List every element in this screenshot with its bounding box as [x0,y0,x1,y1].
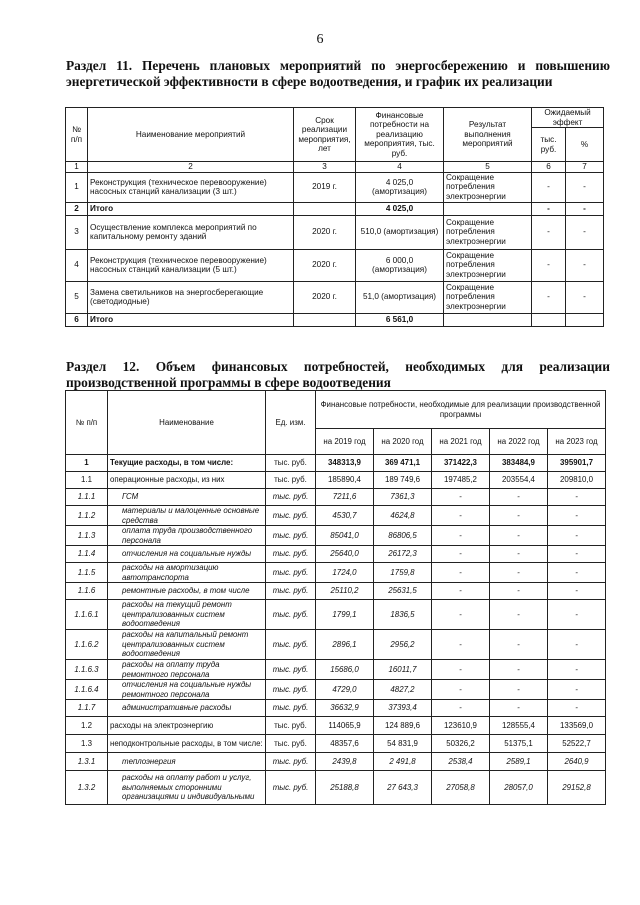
row-num: 1.1.1 [66,489,108,506]
row-effect-rub: - [532,215,566,249]
row-value: - [490,680,548,700]
row-num: 1.1.4 [66,546,108,563]
row-name: Замена светильников на энергосберегающие (светодиодные) [88,281,294,313]
row-result: Сокращение потребления электроэнергии [444,215,532,249]
row-value: - [490,660,548,680]
table-row [66,313,604,326]
row-num: 1.3 [66,735,108,753]
row-effect-pct: - [566,281,604,313]
section-11-table [65,107,604,327]
row-value: 4729,0 [316,680,374,700]
row-value: 124 889,6 [374,717,432,735]
table-row [66,630,606,660]
row-name: Итого [88,313,294,326]
row-value: 2 491,8 [374,753,432,771]
header-term: Срок реализации мероприятия, лет [294,108,356,162]
col-number: 1 [66,162,88,173]
section-11-title: Раздел 11. Перечень плановых мероприятий по энергосбережению и повышению энергетической эффективности в сфере водоотведения, и график их реализации [66,58,610,89]
row-value: 29152,8 [548,771,606,805]
row-value: - [548,526,606,546]
table-row [66,563,606,583]
row-value: - [490,526,548,546]
row-value: 2589,1 [490,753,548,771]
row-value: 37393,4 [374,700,432,717]
header-year: на 2023 год [548,429,606,455]
row-value: - [432,506,490,526]
row-value: 15686,0 [316,660,374,680]
row-value: 16011,7 [374,660,432,680]
page-number: 6 [316,32,324,47]
row-num: 1.1.2 [66,506,108,526]
row-effect-rub: - [532,281,566,313]
row-name: Реконструкция (техническое перевооружение) насосных станций канализации (3 шт.) [88,172,294,202]
table-row [66,172,604,202]
row-value: 133569,0 [548,717,606,735]
row-value: 114065,9 [316,717,374,735]
row-value: - [548,489,606,506]
row-value: 371422,3 [432,455,490,472]
column-numbers-row [66,162,604,173]
header-effect: Ожидаемый эффект [532,108,604,128]
row-value: 7211,6 [316,489,374,506]
row-value: 7361,3 [374,489,432,506]
row-value: 2956,2 [374,630,432,660]
row-value: - [548,630,606,660]
table-row [66,472,606,489]
row-value: 48357,6 [316,735,374,753]
col-number: 6 [532,162,566,173]
row-value: 383484,9 [490,455,548,472]
row-value: 86806,5 [374,526,432,546]
row-value: - [548,506,606,526]
row-value: - [432,489,490,506]
row-num: 6 [66,313,88,326]
row-value: 1836,5 [374,600,432,630]
table-row [66,660,606,680]
row-name: Реконструкция (техническое перевооружение) насосных станций канализации (5 шт.) [88,249,294,281]
row-effect-pct: - [566,215,604,249]
row-finance: 51,0 (амортизация) [356,281,444,313]
row-unit: тыс. руб. [266,660,316,680]
row-value: - [548,600,606,630]
row-unit: тыс. руб. [266,630,316,660]
row-name: ремонтные расходы, в том числе [108,583,266,600]
row-result: Сокращение потребления электроэнергии [444,249,532,281]
row-result: Сокращение потребления электроэнергии [444,281,532,313]
header-finance: Финансовые потребности, необходимые для реализации производственной программы [316,391,606,429]
row-unit: тыс. руб. [266,753,316,771]
header-year: на 2019 год [316,429,374,455]
table-row [66,600,606,630]
header-result: Результат выполнения мероприятий [444,108,532,162]
header-year: на 2022 год [490,429,548,455]
row-term [294,202,356,215]
row-value: 27 643,3 [374,771,432,805]
row-name: операционные расходы, из них [108,472,266,489]
row-value: 128555,4 [490,717,548,735]
row-value: 203554,4 [490,472,548,489]
row-value: 52522,7 [548,735,606,753]
row-unit: тыс. руб. [266,583,316,600]
row-value: 348313,9 [316,455,374,472]
row-value: - [490,546,548,563]
row-value: 1759,8 [374,563,432,583]
row-num: 1.1.6.1 [66,600,108,630]
row-value: 27058,8 [432,771,490,805]
row-num: 5 [66,281,88,313]
row-value: - [548,546,606,563]
row-result: Сокращение потребления электроэнергии [444,172,532,202]
table-row [66,717,606,735]
row-unit: тыс. руб. [266,526,316,546]
row-effect-pct: - [566,249,604,281]
table-row [66,546,606,563]
row-unit: тыс. руб. [266,472,316,489]
table-row [66,771,606,805]
header-num: № п/п [66,108,88,162]
table-row [66,526,606,546]
row-value: - [432,700,490,717]
row-num: 2 [66,202,88,215]
row-term: 2020 г. [294,281,356,313]
table-row [66,735,606,753]
row-num: 1.1.7 [66,700,108,717]
row-result [444,202,532,215]
row-num: 1.1.3 [66,526,108,546]
row-value: - [548,700,606,717]
row-unit: тыс. руб. [266,563,316,583]
row-unit: тыс. руб. [266,546,316,563]
row-unit: тыс. руб. [266,600,316,630]
row-value: - [548,583,606,600]
row-value: 1724,0 [316,563,374,583]
table-row [66,455,606,472]
row-unit: тыс. руб. [266,771,316,805]
row-effect-pct [566,313,604,326]
row-value: 1799,1 [316,600,374,630]
row-name: расходы на капитальный ремонт централизованных систем водоотведения [108,630,266,660]
row-name: расходы на амортизацию автотранспорта [108,563,266,583]
row-effect-rub: - [532,172,566,202]
row-value: 25110,2 [316,583,374,600]
header-num: № п/п [66,391,108,455]
table-row [66,700,606,717]
row-unit: тыс. руб. [266,735,316,753]
header-unit: Ед. изм. [266,391,316,455]
row-value: 209810,0 [548,472,606,489]
col-number: 2 [88,162,294,173]
row-unit: тыс. руб. [266,717,316,735]
row-value: 395901,7 [548,455,606,472]
row-value: 85041,0 [316,526,374,546]
row-num: 1.3.2 [66,771,108,805]
row-num: 1.1.5 [66,563,108,583]
header-year: на 2020 год [374,429,432,455]
row-term [294,313,356,326]
row-effect-rub [532,313,566,326]
row-value: 25640,0 [316,546,374,563]
row-term: 2020 г. [294,249,356,281]
row-value: 369 471,1 [374,455,432,472]
row-finance: 6 000,0 (амортизация) [356,249,444,281]
section-12-title: Раздел 12. Объем финансовых потребностей, необходимых для реализации производственной программы в сфере водоотведения [66,359,610,390]
row-value: 36632,9 [316,700,374,717]
row-name: расходы на оплату труда ремонтного персонала [108,660,266,680]
table-row [66,753,606,771]
row-name: материалы и малоценные основные средства [108,506,266,526]
row-num: 1.2 [66,717,108,735]
header-effect-pct: % [566,128,604,162]
row-value: 2896,1 [316,630,374,660]
row-name: расходы на электроэнергию [108,717,266,735]
row-name: теплоэнергия [108,753,266,771]
row-effect-rub: - [532,202,566,215]
row-name: оплата труда производственного персонала [108,526,266,546]
row-value: 2640,9 [548,753,606,771]
row-value: 26172,3 [374,546,432,563]
row-name: отчисления на социальные нужды [108,546,266,563]
col-number: 5 [444,162,532,173]
header-finance: Финансовые потребности на реализацию мероприятия, тыс. руб. [356,108,444,162]
row-value: 51375,1 [490,735,548,753]
col-number: 3 [294,162,356,173]
row-term: 2020 г. [294,215,356,249]
row-value: 28057,0 [490,771,548,805]
row-effect-pct: - [566,202,604,215]
row-num: 1 [66,455,108,472]
header-effect-rub: тыс. руб. [532,128,566,162]
row-value: - [490,700,548,717]
row-effect-rub: - [532,249,566,281]
table-row [66,215,604,249]
row-value: 4624,8 [374,506,432,526]
row-name: Итого [88,202,294,215]
row-unit: тыс. руб. [266,455,316,472]
col-number: 4 [356,162,444,173]
row-value: - [490,563,548,583]
row-value: 2439,8 [316,753,374,771]
row-finance: 4 025,0 (амортизация) [356,172,444,202]
row-value: - [490,489,548,506]
row-name: отчисления на социальные нужды ремонтного персонала [108,680,266,700]
row-value: - [548,680,606,700]
row-num: 3 [66,215,88,249]
row-value: 185890,4 [316,472,374,489]
row-result [444,313,532,326]
row-value: - [432,526,490,546]
row-unit: тыс. руб. [266,506,316,526]
table-row [66,583,606,600]
row-value: - [432,660,490,680]
row-value: - [432,563,490,583]
row-value: 4530,7 [316,506,374,526]
row-value: - [432,600,490,630]
row-value: 189 749,6 [374,472,432,489]
row-value: - [432,630,490,660]
row-unit: тыс. руб. [266,700,316,717]
row-effect-pct: - [566,172,604,202]
row-num: 1.1 [66,472,108,489]
row-value: 123610,9 [432,717,490,735]
row-name: Текущие расходы, в том числе: [108,455,266,472]
row-value: 25188,8 [316,771,374,805]
col-number: 7 [566,162,604,173]
row-value: 4827,2 [374,680,432,700]
row-num: 1.1.6.4 [66,680,108,700]
row-value: 50326,2 [432,735,490,753]
table-row [66,281,604,313]
row-value: - [432,680,490,700]
header-name: Наименование мероприятий [88,108,294,162]
table-row [66,249,604,281]
row-value: 54 831,9 [374,735,432,753]
row-value: - [490,506,548,526]
table-row [66,680,606,700]
row-value: - [490,583,548,600]
row-name: неподконтрольные расходы, в том числе: [108,735,266,753]
row-value: 2538,4 [432,753,490,771]
table-row [66,506,606,526]
row-value: - [548,563,606,583]
row-num: 1 [66,172,88,202]
row-unit: тыс. руб. [266,680,316,700]
row-num: 1.1.6.3 [66,660,108,680]
row-name: ГСМ [108,489,266,506]
row-finance: 6 561,0 [356,313,444,326]
row-finance: 4 025,0 [356,202,444,215]
row-value: - [548,660,606,680]
row-value: - [432,546,490,563]
section-12-table [65,390,606,805]
row-value: - [490,630,548,660]
row-value: - [490,600,548,630]
row-num: 1.1.6 [66,583,108,600]
row-name: административные расходы [108,700,266,717]
header-name: Наименование [108,391,266,455]
row-name: расходы на оплату работ и услуг, выполняемых сторонними организациями и индивидуальными [108,771,266,805]
row-unit: тыс. руб. [266,489,316,506]
table-row [66,489,606,506]
table-row [66,202,604,215]
row-name: Осуществление комплекса мероприятий по капитальному ремонту зданий [88,215,294,249]
row-value: 25631,5 [374,583,432,600]
row-name: расходы на текущий ремонт централизованных систем водоотведения [108,600,266,630]
row-value: 197485,2 [432,472,490,489]
row-finance: 510,0 (амортизация) [356,215,444,249]
row-num: 1.3.1 [66,753,108,771]
header-year: на 2021 год [432,429,490,455]
row-value: - [432,583,490,600]
row-num: 4 [66,249,88,281]
row-term: 2019 г. [294,172,356,202]
row-num: 1.1.6.2 [66,630,108,660]
